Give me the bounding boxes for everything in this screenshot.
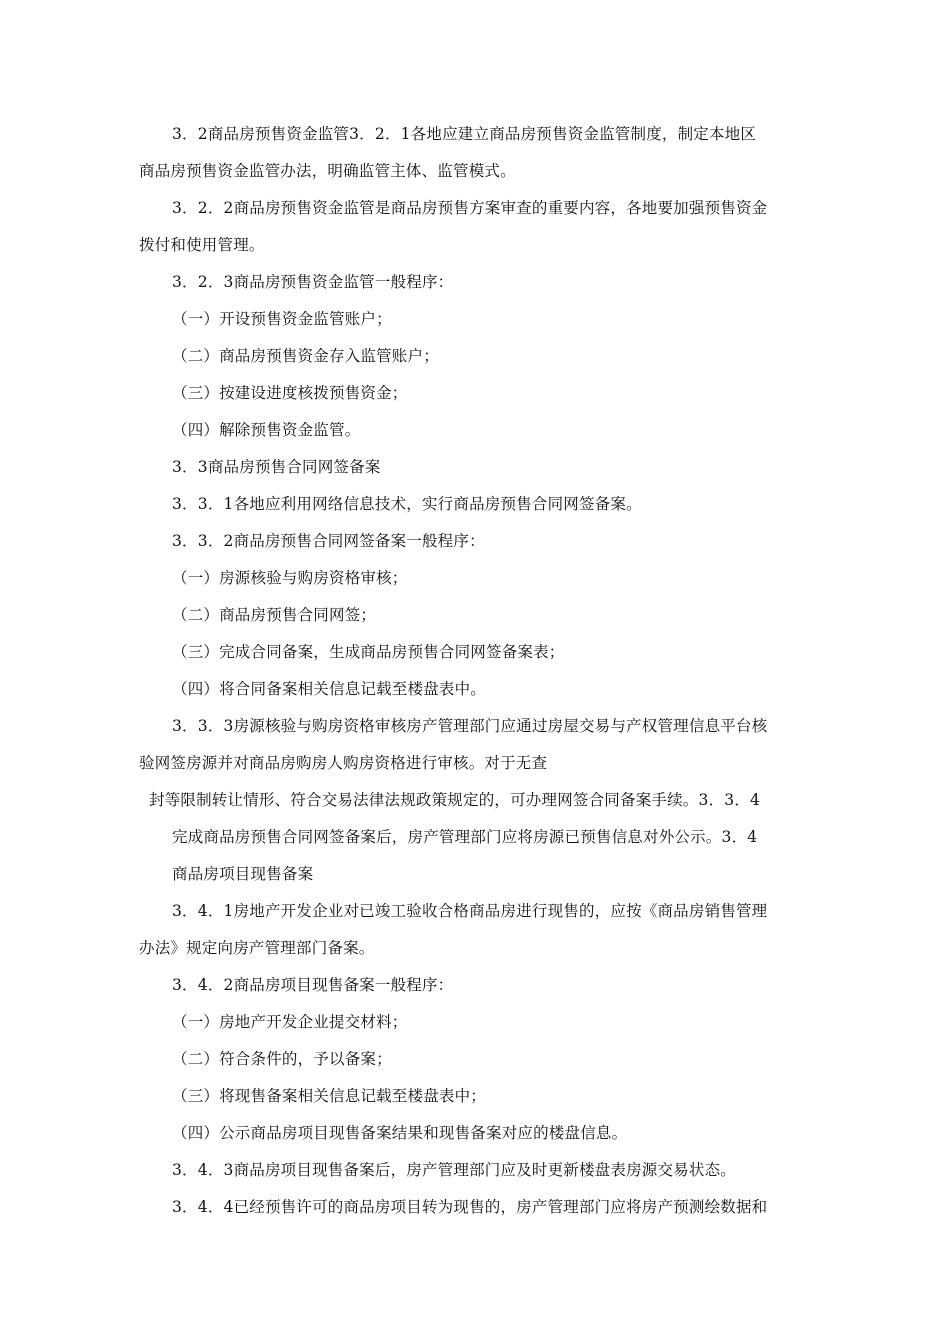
text-line: 封等限制转让情形、符合交易法律法规政策规定的，可办理网签合同备案手续。3．3．4 (149, 791, 761, 809)
text-line: （二）商品房预售合同网签； (172, 606, 377, 624)
text-line: （一）房地产开发企业提交材料； (172, 1013, 408, 1031)
text-line: 3．2．2商品房预售资金监管是商品房预售方案审查的重要内容，各地要加强预售资金 (172, 199, 768, 217)
text-line: 3．2．3商品房预售资金监管一般程序： (172, 273, 454, 291)
text-line: 验网签房源并对商品房购房人购房资格进行审核。对于无查 (139, 754, 548, 772)
text-line: （三）完成合同备案，生成商品房预售合同网签备案表； (172, 643, 565, 661)
text-line: （四）公示商品房项目现售备案结果和现售备案对应的楼盘信息。 (172, 1124, 628, 1142)
text-line: （四）将合同备案相关信息记载至楼盘表中。 (172, 680, 487, 698)
text-line: 3．4．4已经预售许可的商品房项目转为现售的，房产管理部门应将房产预测绘数据和 (172, 1198, 768, 1216)
text-line: 3．3．3房源核验与购房资格审核房产管理部门应通过房屋交易与产权管理信息平台核 (172, 717, 768, 735)
text-line: 3．4．3商品房项目现售备案后，房产管理部门应及时更新楼盘表房源交易状态。 (172, 1161, 736, 1179)
text-line: （四）解除预售资金监管。 (172, 421, 361, 439)
text-line: 商品房预售资金监管办法，明确监管主体、监管模式。 (139, 162, 516, 180)
text-line: （二）符合条件的，予以备案； (172, 1050, 392, 1068)
text-line: 3．3商品房预售合同网签备案 (172, 458, 381, 476)
text-line: 办法》规定向房产管理部门备案。 (139, 939, 375, 957)
text-line: （一）房源核验与购房资格审核； (172, 569, 408, 587)
text-line: 3．3．1各地应利用网络信息技术，实行商品房预售合同网签备案。 (172, 495, 642, 513)
text-line: （三）将现售备案相关信息记载至楼盘表中； (172, 1087, 487, 1105)
text-line: 3．2商品房预售资金监管3．2．1各地应建立商品房预售资金监管制度，制定本地区 (172, 125, 757, 143)
text-line: 商品房项目现售备案 (172, 865, 314, 883)
text-line: 3．4．1房地产开发企业对已竣工验收合格商品房进行现售的，应按《商品房销售管理 (172, 902, 768, 920)
text-line: （二）商品房预售资金存入监管账户； (172, 347, 439, 365)
text-line: 完成商品房预售合同网签备案后，房产管理部门应将房源已预售信息对外公示。3．4 (172, 828, 758, 846)
text-line: （一）开设预售资金监管账户； (172, 310, 392, 328)
text-line: 3．3．2商品房预售合同网签备案一般程序： (172, 532, 485, 550)
text-line: （三）按建设进度核拨预售资金； (172, 384, 408, 402)
text-line: 拨付和使用管理。 (139, 236, 265, 254)
text-line: 3．4．2商品房项目现售备案一般程序： (172, 976, 454, 994)
